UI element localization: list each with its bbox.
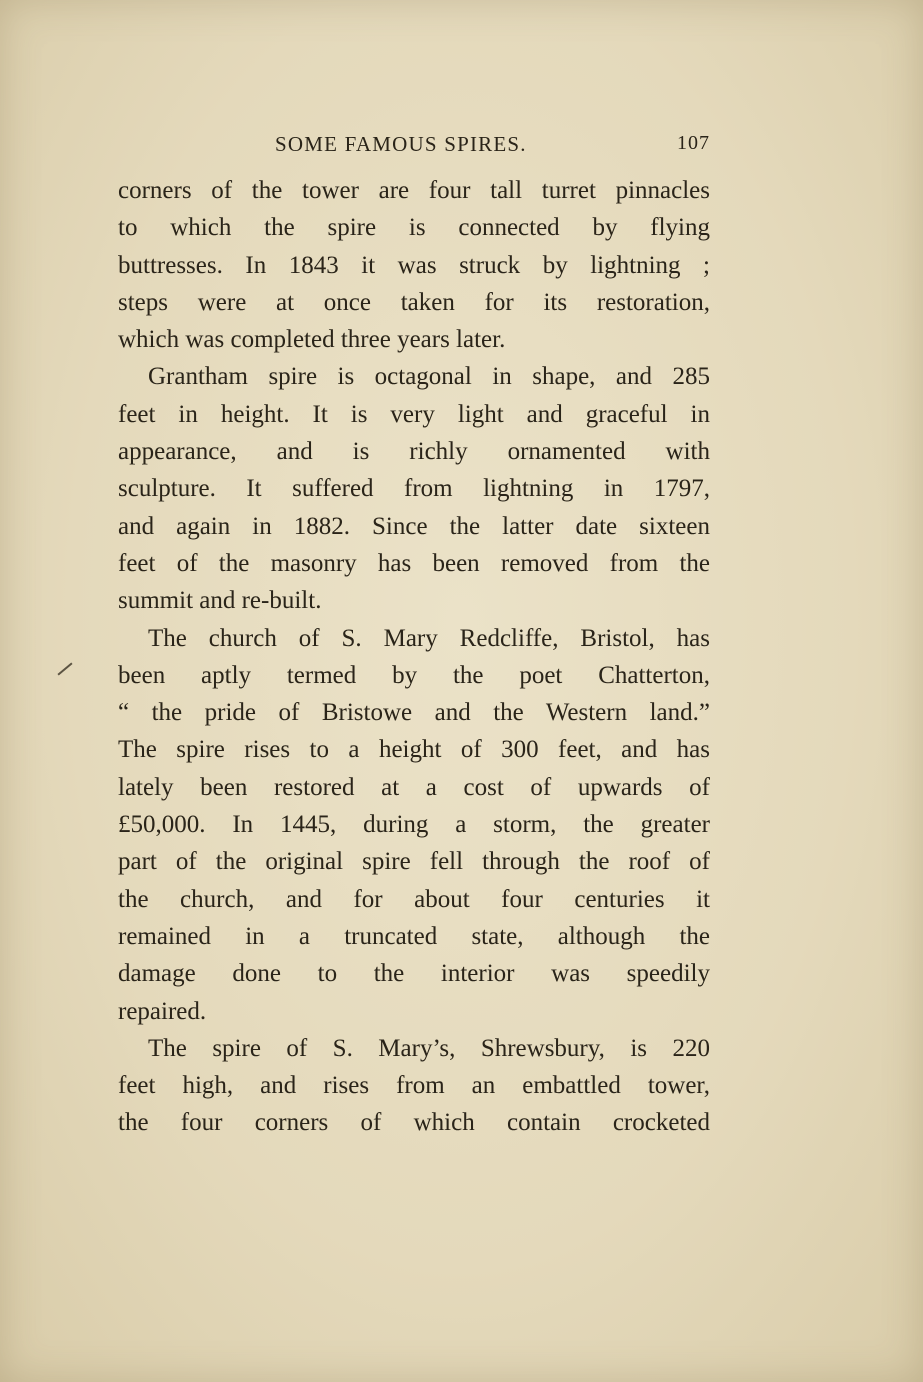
text-line: and again in 1882. Since the latter date sixteen — [118, 512, 710, 540]
text-line: been aptly termed by the poet Chatterton, — [118, 661, 710, 689]
text-line: appearance, and is richly ornamented with — [118, 438, 710, 466]
text-line: “ the pride of Bristowe and the Western land.” — [118, 699, 710, 727]
text-line: to which the spire is connected by flying — [118, 214, 710, 242]
text-line: Grantham spire is octagonal in shape, and 285 — [148, 363, 710, 391]
text-line: corners of the tower are four tall turret pinnacles — [118, 177, 710, 204]
text-line: buttresses. In 1843 it was struck by lightning ; — [118, 251, 710, 279]
text-line: sculpture. It suffered from lightning in 1797, — [118, 475, 710, 503]
text-line: £50,000. In 1445, during a storm, the greater — [118, 811, 710, 839]
running-title: SOME FAMOUS SPIRES. — [275, 132, 527, 156]
text-line: The spire of S. Mary’s, Shrewsbury, is 220 — [148, 1034, 710, 1062]
text-line: the four corners of which contain crocketed — [118, 1109, 710, 1137]
text-line: feet of the masonry has been removed from the — [118, 549, 710, 577]
text-line: feet in height. It is very light and graceful in — [118, 400, 710, 428]
text-line: part of the original spire fell through the roof of — [118, 848, 710, 876]
text-line: which was completed three years later. — [118, 326, 506, 354]
pencil-margin-mark — [57, 662, 72, 675]
page-number: 107 — [677, 132, 710, 154]
text-line: The church of S. Mary Redcliffe, Bristol, has — [148, 624, 710, 652]
text-line: lately been restored at a cost of upwards of — [118, 773, 710, 801]
text-line: damage done to the interior was speedily — [118, 960, 710, 988]
text-line: summit and re-built. — [118, 587, 322, 615]
text-line: The spire rises to a height of 300 feet, and has — [118, 736, 710, 764]
running-header — [118, 128, 710, 164]
text-line: steps were at once taken for its restoration, — [118, 288, 710, 316]
text-line: the church, and for about four centuries it — [118, 885, 710, 913]
body-text — [118, 172, 710, 1142]
text-line: remained in a truncated state, although the — [118, 922, 710, 950]
text-line: feet high, and rises from an embattled tower, — [118, 1072, 710, 1100]
text-line: repaired. — [118, 997, 207, 1025]
